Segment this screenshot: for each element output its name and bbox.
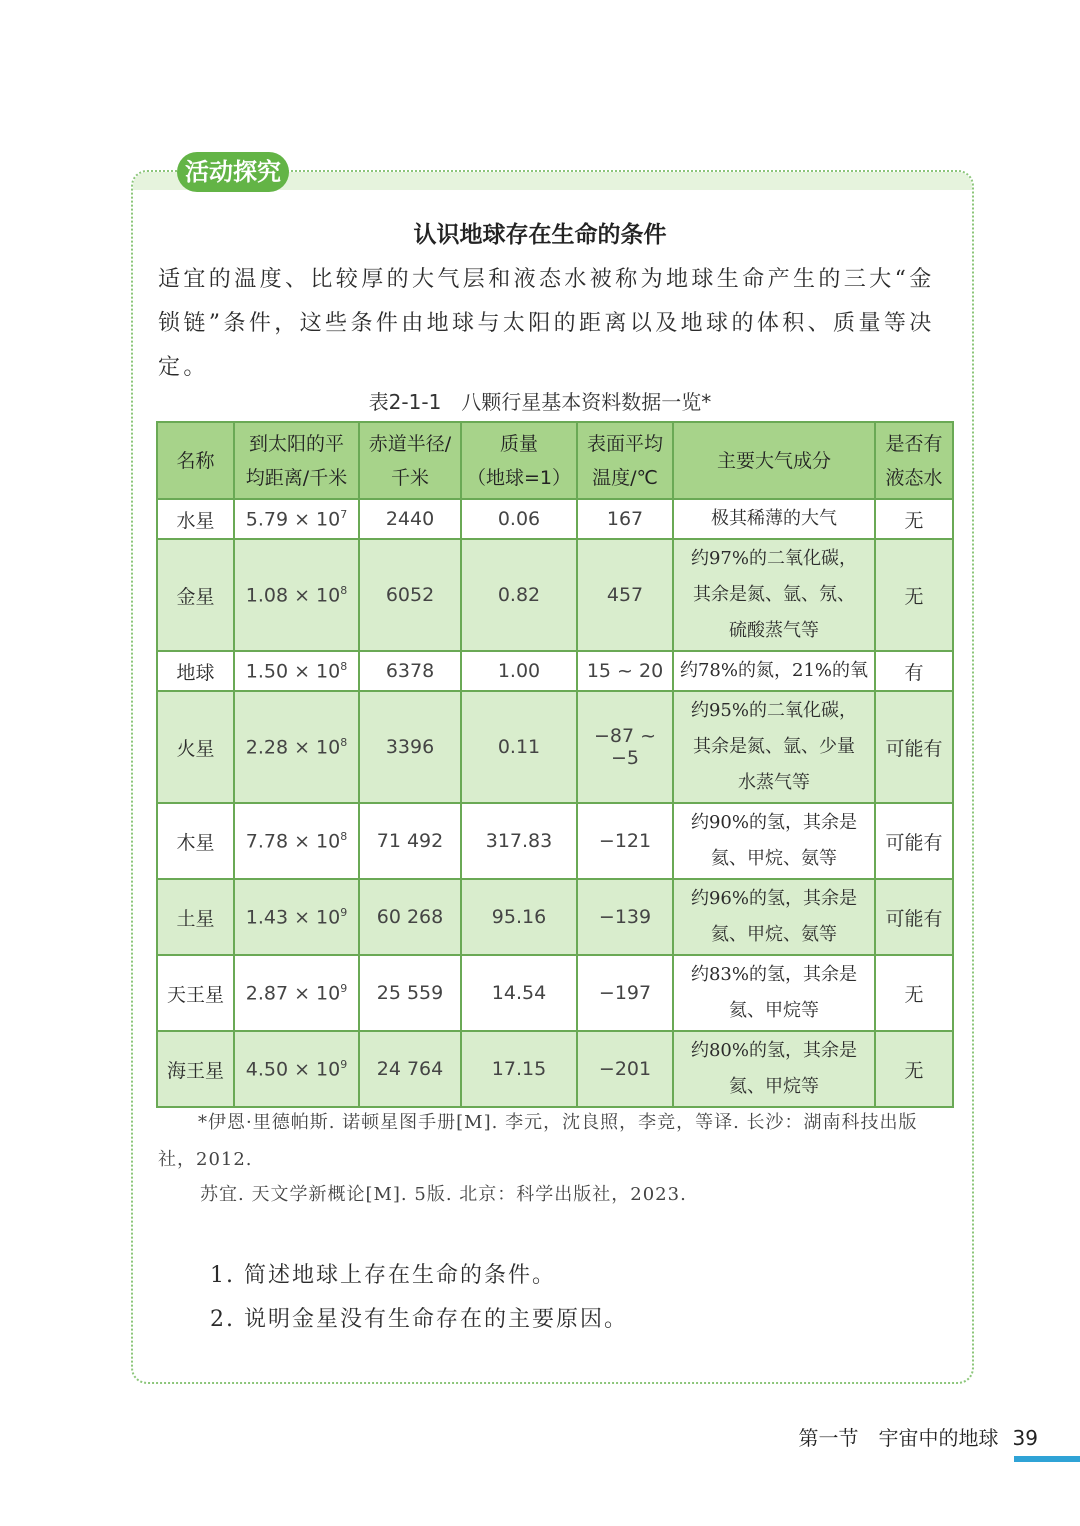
planet-atmosphere: 约95%的二氧化碳， 其余是氮、氩、少量 水蒸气等 (673, 691, 875, 803)
planet-distance: $4.50 \times 10^9$ (234, 1031, 359, 1107)
planet-mass: 1.00 (461, 651, 577, 691)
planet-temperature: −87 ~ −5 (577, 691, 673, 803)
planet-distance: $2.87 \times 10^9$ (234, 955, 359, 1031)
planet-radius: 3396 (359, 691, 461, 803)
header-atmosphere: 主要大气成分 (673, 422, 875, 499)
page-footer (799, 1422, 1038, 1451)
table-row (157, 691, 953, 803)
table-row (157, 499, 953, 539)
planet-mass: 95.16 (461, 879, 577, 955)
question-2: 2. 说明金星没有生命存在的主要原因。 (210, 1307, 628, 1332)
planet-atmosphere: 约83%的氢，其余是 氦、甲烷等 (673, 955, 875, 1031)
intro-paragraph: 适宜的温度、比较厚的大气层和液态水被称为地球生命产生的三大“金锁链”条件，这些条件由地球与太阳的距离以及地球的体积、质量等决定。 (158, 267, 935, 380)
planet-mass: 17.15 (461, 1031, 577, 1107)
planet-atmosphere: 约90%的氢，其余是 氦、甲烷、氨等 (673, 803, 875, 879)
planet-atmosphere: 约80%的氢，其余是 氦、甲烷等 (673, 1031, 875, 1107)
planet-water: 无 (875, 499, 953, 539)
planet-water: 有 (875, 651, 953, 691)
planet-name: 火星 (157, 691, 234, 803)
planet-water: 无 (875, 539, 953, 651)
planet-water: 可能有 (875, 803, 953, 879)
planet-atmosphere: 约78%的氮，21%的氧 (673, 651, 875, 691)
header-water: 是否有 液态水 (875, 422, 953, 499)
planet-radius: 71 492 (359, 803, 461, 879)
planet-name: 水星 (157, 499, 234, 539)
planet-distance: $1.08 \times 10^8$ (234, 539, 359, 651)
planet-name: 土星 (157, 879, 234, 955)
planet-radius: 6378 (359, 651, 461, 691)
header-temperature: 表面平均 温度/℃ (577, 422, 673, 499)
planet-temperature: −201 (577, 1031, 673, 1107)
planet-radius: 6052 (359, 539, 461, 651)
planet-distance: $2.28 \times 10^8$ (234, 691, 359, 803)
planet-name: 地球 (157, 651, 234, 691)
planet-temperature: 167 (577, 499, 673, 539)
table-row (157, 879, 953, 955)
planet-atmosphere: 约97%的二氧化碳， 其余是氮、氩、氖、 硫酸蒸气等 (673, 539, 875, 651)
planet-data-table (156, 421, 954, 1108)
planet-water: 无 (875, 955, 953, 1031)
planet-distance: $1.43 \times 10^9$ (234, 879, 359, 955)
table-row (157, 651, 953, 691)
planet-atmosphere: 约96%的氢，其余是 氦、甲烷、氨等 (673, 879, 875, 955)
table-row (157, 539, 953, 651)
table-row (157, 1031, 953, 1107)
header-radius: 赤道半径/ 千米 (359, 422, 461, 499)
question-1: 1. 简述地球上存在生命的条件。 (210, 1263, 556, 1288)
reference-1: *伊恩·里德帕斯. 诺顿星图手册[M]. 李元，沈良照，李竞，等译. 长沙：湖南科技出版社，2012. (158, 1112, 918, 1170)
footer-section: 第一节 宇宙中的地球 (798, 1426, 999, 1450)
activity-tag: 活动探究 (177, 152, 289, 192)
table-row (157, 803, 953, 879)
planet-mass: 0.06 (461, 499, 577, 539)
planet-mass: 0.11 (461, 691, 577, 803)
header-distance: 到太阳的平 均距离/千米 (234, 422, 359, 499)
table-header-row (157, 422, 953, 499)
planet-distance: $1.50 \times 10^8$ (234, 651, 359, 691)
header-mass: 质量 （地球=1） (461, 422, 577, 499)
planet-mass: 317.83 (461, 803, 577, 879)
planet-temperature: −121 (577, 803, 673, 879)
planet-distance: $5.79 \times 10^7$ (234, 499, 359, 539)
planet-name: 海王星 (157, 1031, 234, 1107)
planet-radius: 60 268 (359, 879, 461, 955)
planet-temperature: −139 (577, 879, 673, 955)
planet-water: 无 (875, 1031, 953, 1107)
planet-water: 可能有 (875, 691, 953, 803)
table-row (157, 955, 953, 1031)
reference-2: 苏宜. 天文学新概论[M]. 5版. 北京：科学出版社，2023. (200, 1184, 687, 1205)
planet-name: 木星 (157, 803, 234, 879)
planet-atmosphere: 极其稀薄的大气 (673, 499, 875, 539)
table-caption: 表2-1-1 八颗行星基本资料数据一览* (368, 390, 712, 414)
planet-temperature: 457 (577, 539, 673, 651)
planet-temperature: 15 ~ 20 (577, 651, 673, 691)
planet-name: 金星 (157, 539, 234, 651)
planet-mass: 0.82 (461, 539, 577, 651)
planet-water: 可能有 (875, 879, 953, 955)
page-number: 39 (1012, 1426, 1038, 1450)
planet-radius: 24 764 (359, 1031, 461, 1107)
planet-radius: 2440 (359, 499, 461, 539)
footer-accent-bar (1014, 1456, 1080, 1462)
planet-radius: 25 559 (359, 955, 461, 1031)
header-name: 名称 (157, 422, 234, 499)
planet-mass: 14.54 (461, 955, 577, 1031)
planet-distance: $7.78 \times 10^8$ (234, 803, 359, 879)
activity-title: 认识地球存在生命的条件 (413, 222, 667, 248)
planet-temperature: −197 (577, 955, 673, 1031)
planet-name: 天王星 (157, 955, 234, 1031)
